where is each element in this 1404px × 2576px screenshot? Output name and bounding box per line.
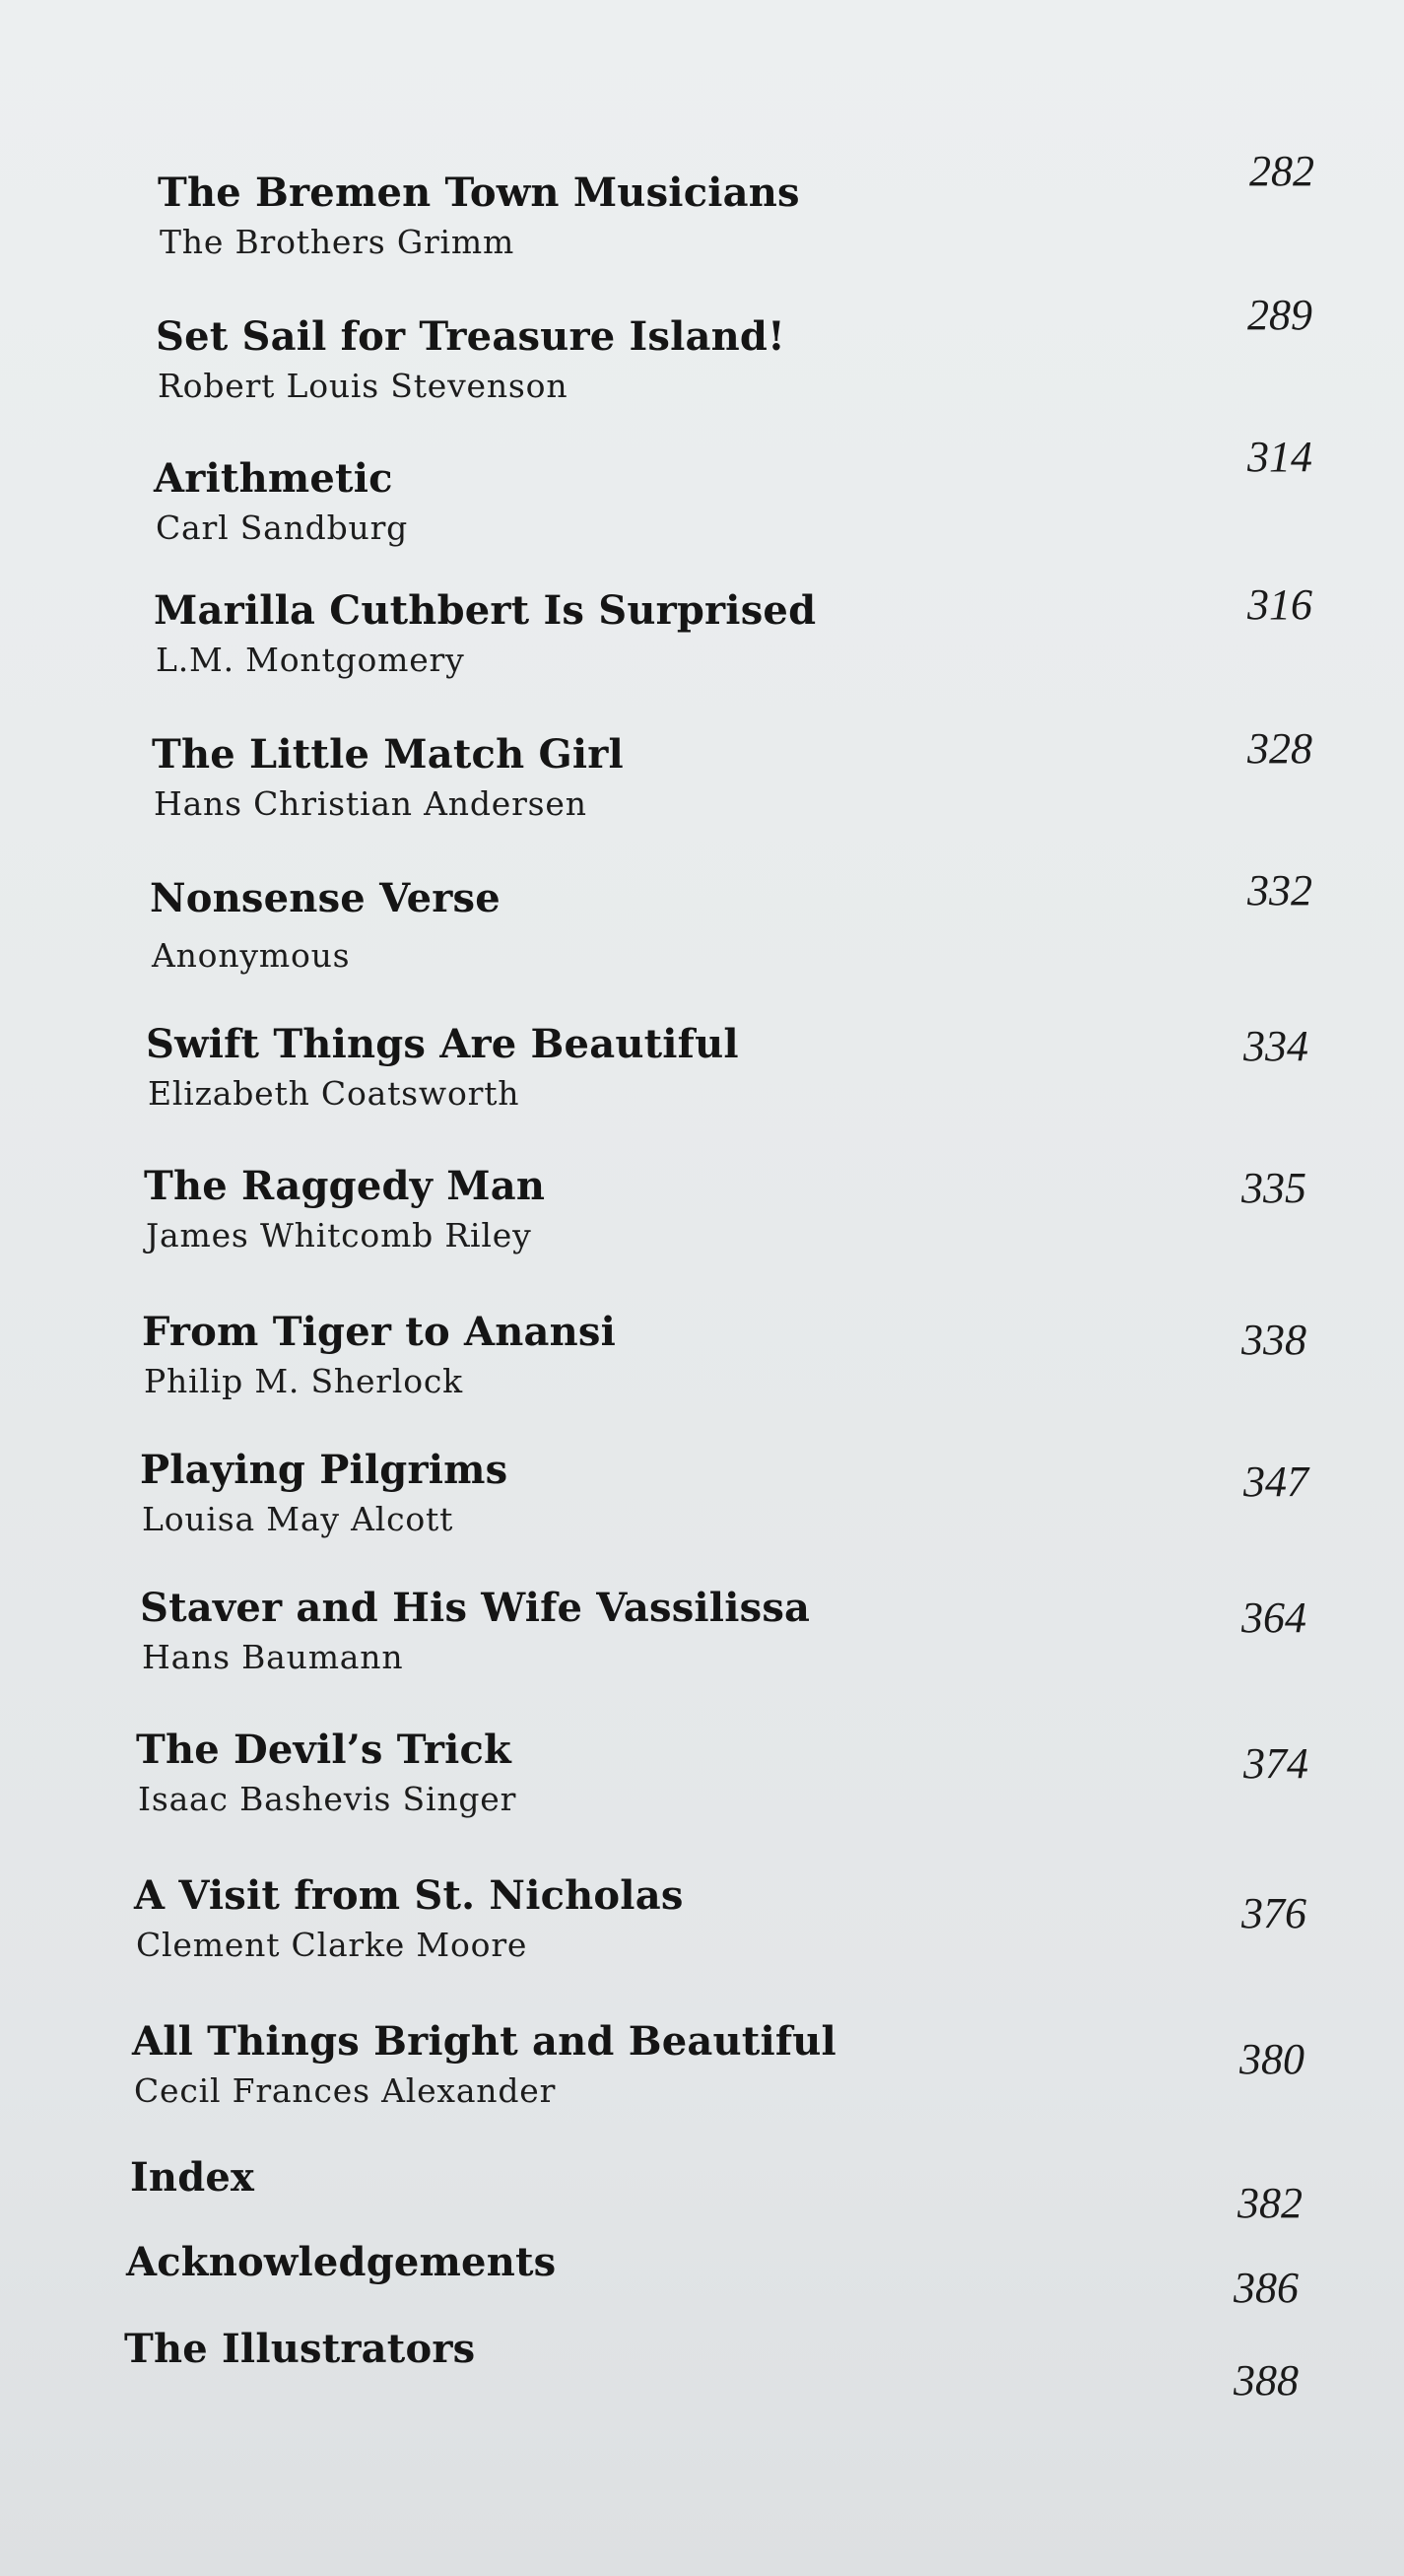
entry-author: Robert Louis Stevenson xyxy=(158,367,568,405)
toc-back-matter-entry xyxy=(124,2326,1356,2464)
entry-page-number: 316 xyxy=(1247,580,1312,629)
entry-author: Louisa May Alcott xyxy=(142,1500,454,1538)
toc-entry xyxy=(152,731,1383,869)
entry-page-number: 376 xyxy=(1241,1889,1306,1937)
entry-title: The Little Match Girl xyxy=(152,731,624,778)
entry-page-number: 332 xyxy=(1247,866,1312,915)
entry-page-number: 282 xyxy=(1249,147,1314,195)
entry-title: The Illustrators xyxy=(124,2326,476,2372)
entry-page-number: 382 xyxy=(1237,2179,1303,2227)
entry-author: Hans Christian Andersen xyxy=(154,784,587,823)
entry-author: Philip M. Sherlock xyxy=(144,1362,463,1400)
entry-page-number: 314 xyxy=(1247,433,1312,481)
entry-title: Arithmetic xyxy=(154,455,393,502)
toc-entry xyxy=(134,1872,1366,2010)
toc-entry xyxy=(140,1447,1371,1585)
entry-page-number: 328 xyxy=(1247,724,1312,773)
entry-title: From Tiger to Anansi xyxy=(142,1309,616,1355)
toc-entry xyxy=(158,169,1389,307)
toc-entry xyxy=(146,1021,1377,1159)
entry-page-number: 386 xyxy=(1234,2264,1299,2312)
entry-page-number: 289 xyxy=(1247,291,1312,339)
toc-entry xyxy=(132,2018,1364,2156)
entry-page-number: 347 xyxy=(1243,1457,1308,1506)
entry-page-number: 388 xyxy=(1234,2356,1299,2405)
entry-page-number: 364 xyxy=(1241,1593,1306,1642)
entry-title: The Bremen Town Musicians xyxy=(158,169,800,216)
entry-author: Isaac Bashevis Singer xyxy=(138,1780,517,1818)
entry-author: James Whitcomb Riley xyxy=(146,1216,532,1254)
toc-entry xyxy=(150,875,1381,1013)
entry-author: L.M. Montgomery xyxy=(156,641,465,679)
toc-entry xyxy=(140,1585,1371,1723)
entry-title: The Raggedy Man xyxy=(144,1163,546,1209)
toc-entry xyxy=(136,1727,1368,1864)
entry-title: Acknowledgements xyxy=(126,2239,557,2285)
entry-title: Nonsense Verse xyxy=(150,875,501,921)
toc-entry xyxy=(144,1163,1375,1301)
entry-title: Set Sail for Treasure Island! xyxy=(156,313,785,360)
toc-entry xyxy=(142,1309,1373,1447)
entry-author: Elizabeth Coatsworth xyxy=(148,1074,520,1113)
entry-title: All Things Bright and Beautiful xyxy=(132,2018,836,2065)
entry-author: Cecil Frances Alexander xyxy=(134,2071,557,2110)
entry-title: A Visit from St. Nicholas xyxy=(134,1872,684,1919)
entry-page-number: 334 xyxy=(1243,1022,1308,1070)
entry-author: Carl Sandburg xyxy=(156,508,409,547)
toc-entry xyxy=(154,587,1385,725)
entry-title: Index xyxy=(130,2154,255,2201)
entry-page-number: 374 xyxy=(1243,1739,1308,1788)
entry-author: The Brothers Grimm xyxy=(160,223,515,261)
entry-title: Marilla Cuthbert Is Surprised xyxy=(154,587,817,634)
entry-author: Anonymous xyxy=(152,936,351,975)
toc-entry xyxy=(156,313,1387,451)
entry-page-number: 380 xyxy=(1239,2035,1304,2083)
entry-page-number: 338 xyxy=(1241,1316,1306,1364)
entry-page-number: 335 xyxy=(1241,1164,1306,1212)
entry-title: Swift Things Are Beautiful xyxy=(146,1021,739,1067)
entry-author: Hans Baumann xyxy=(142,1638,404,1676)
entry-title: Playing Pilgrims xyxy=(140,1447,508,1493)
entry-author: Clement Clarke Moore xyxy=(136,1926,528,1964)
toc-entry xyxy=(154,455,1385,593)
entry-title: The Devil’s Trick xyxy=(136,1727,511,1773)
entry-title: Staver and His Wife Vassilissa xyxy=(140,1585,811,1631)
